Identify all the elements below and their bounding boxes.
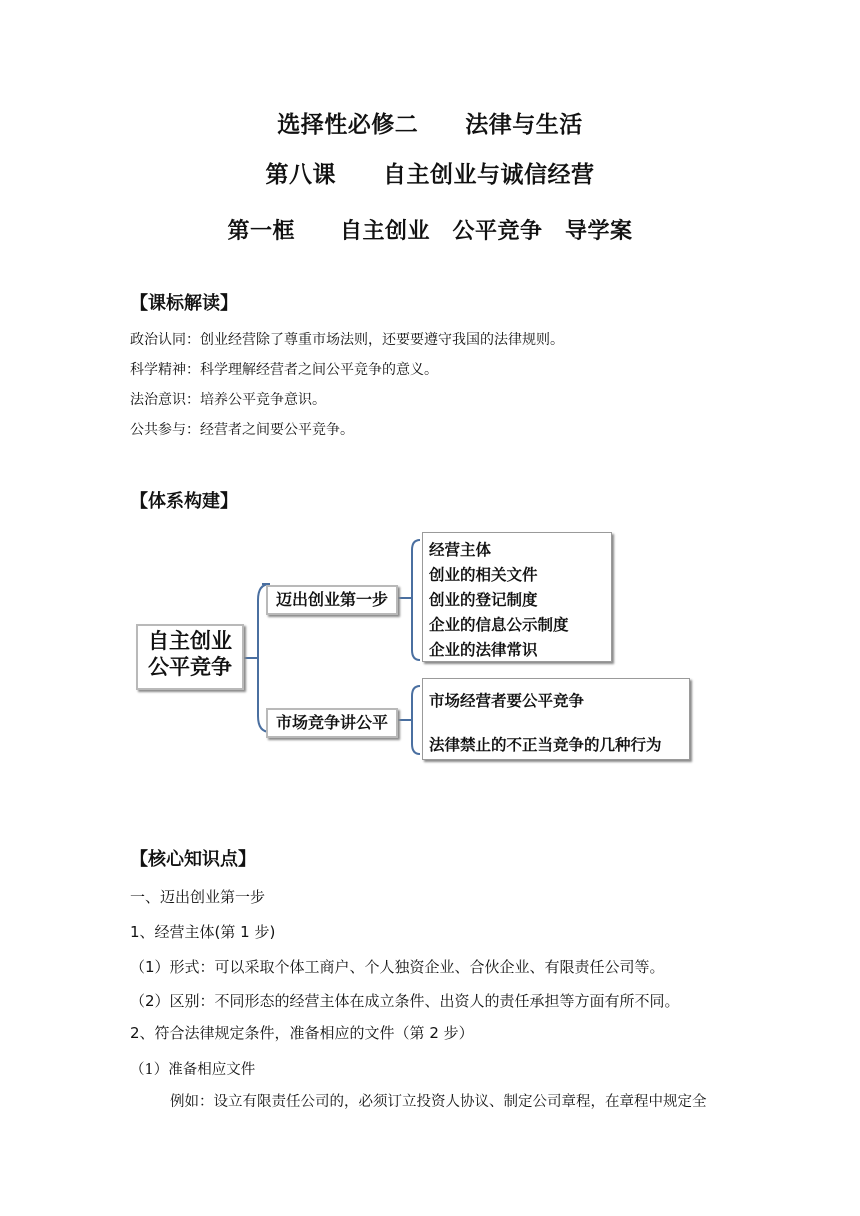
root-node-line1: 自主创业 [148,629,232,653]
core-line: （2）区别：不同形态的经营主体在成立条件、出资人的责任承担等方面有所不同。 [130,992,680,1010]
brace-branch2 [412,686,420,754]
curriculum-line: 政治认同：创业经营除了尊重市场法则，还要要遵守我国的法律规则。 [130,332,564,348]
list-item: 创业的相关文件 [429,566,538,584]
curriculum-heading: 【课标解读】 [130,293,238,314]
curriculum-line: 科学精神：科学理解经营者之间公平竞争的意义。 [130,362,438,378]
core-line: （1）形式：可以采取个体工商户、个人独资企业、合伙企业、有限责任公司等。 [130,958,665,976]
branch1-item-list [422,532,612,662]
list-item: 法律禁止的不正当竞争的几种行为 [429,736,662,754]
curriculum-line: 法治意识：培养公平竞争意识。 [130,392,326,408]
core-heading: 【核心知识点】 [130,849,256,870]
root-node-line2: 公平竞争 [148,655,232,679]
core-line: 2、符合法律规定条件，准备相应的文件（第 2 步） [130,1024,474,1042]
title-course: 选择性必修二 法律与生活 [277,112,583,138]
list-item: 市场经营者要公平竞争 [429,692,585,710]
branch2-item-list [422,678,690,760]
system-heading: 【体系构建】 [130,491,238,512]
title-section: 第一框 自主创业 公平竞争 导学案 [227,219,633,244]
branch-node-competition: 市场竞争讲公平 [266,708,398,738]
concept-diagram [130,528,700,768]
core-line: 1、经营主体(第 1 步) [130,923,276,941]
root-node [136,624,244,690]
core-line: 一、迈出创业第一步 [130,888,266,906]
branch-node-startup: 迈出创业第一步 [266,585,398,615]
core-line: （1）准备相应文件 [130,1062,256,1078]
list-item: 创业的登记制度 [429,591,538,609]
curriculum-line: 公共参与：经营者之间要公平竞争。 [130,422,354,438]
title-lesson: 第八课 自主创业与诚信经营 [265,162,595,188]
list-item: 经营主体 [429,541,492,559]
list-item: 企业的信息公示制度 [429,616,569,634]
core-line: 例如：设立有限责任公司的，必须订立投资人协议、制定公司章程，在章程中规定全 [170,1094,707,1110]
brace-branch1 [412,540,420,660]
list-item: 企业的法律常识 [429,641,538,659]
